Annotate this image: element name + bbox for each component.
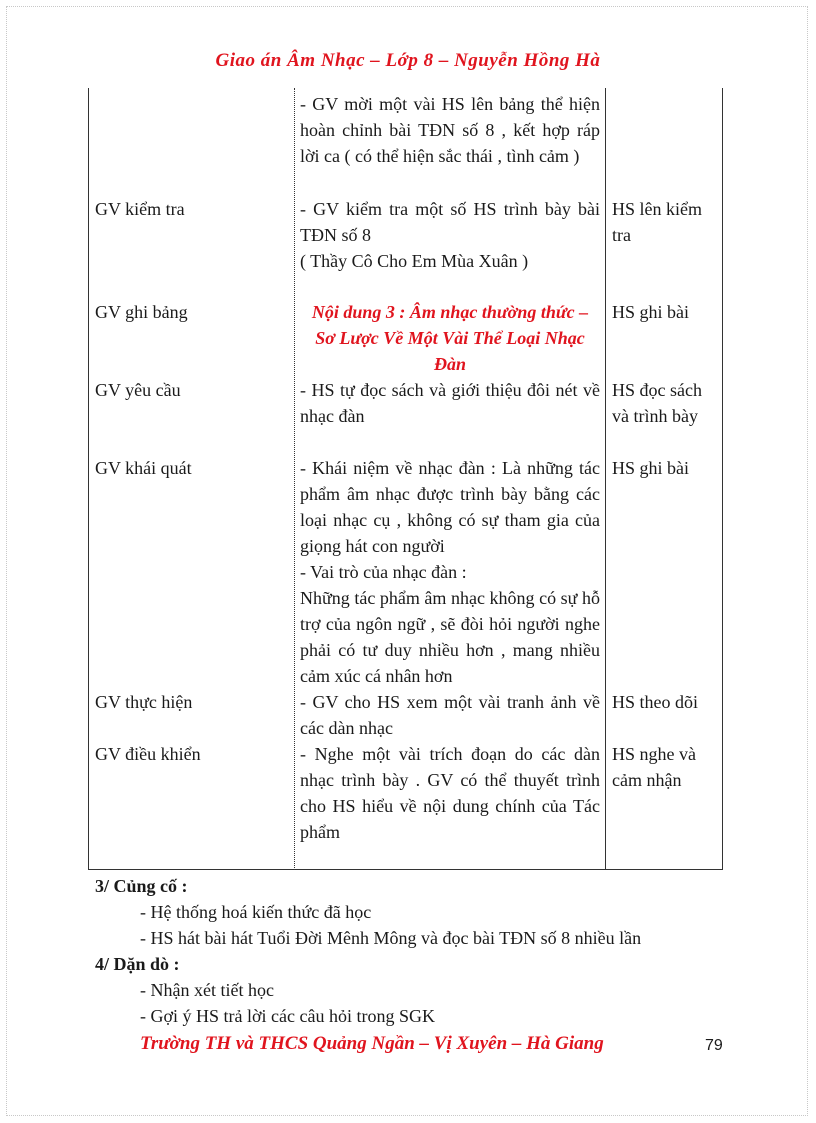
lesson-table [88, 88, 723, 870]
page-header: Giao án Âm Nhạc – Lớp 8 – Nguyễn Hồng Hà [215, 50, 601, 71]
teacher-activity: GV thực hiện [95, 692, 193, 712]
content-text: - GV cho HS xem một vài tranh ảnh về các dàn nhạc [300, 692, 600, 738]
student-activity: HS theo dõi [612, 692, 699, 712]
content-text: - GV mời một vài HS lên bảng thể hiện hoàn chỉnh bài TĐN số 8 , kết hợp ráp lời ca ( có thể hiện sắc thái , tình cảm ) [300, 94, 600, 166]
table-row-content [300, 689, 600, 741]
content-text: - Nghe một vài trích đoạn do các dàn nhạc trình bày . GV có thể thuyết trình cho HS hiểu về nội dung chính của Tác phẩm [300, 744, 600, 842]
table-divider-2 [605, 88, 606, 870]
page-number: 79 [705, 1037, 723, 1054]
content-text: - GV kiểm tra một số HS trình bày bài TĐN số 8 [300, 199, 600, 245]
student-activity: HS lên kiểm tra [612, 199, 702, 245]
table-border-bottom [88, 869, 723, 870]
table-row-content [300, 741, 600, 845]
table-border-left [88, 88, 89, 870]
student-activity: HS đọc sách và trình bày [612, 380, 702, 426]
content-text: - Vai trò của nhạc đàn : [300, 562, 467, 582]
teacher-activity: GV khái quát [95, 458, 192, 478]
teacher-activity: GV kiểm tra [95, 199, 185, 219]
table-row-content [300, 455, 600, 689]
student-activity: HS ghi bài [612, 302, 690, 322]
section-4-title: 4/ Dặn dò : [95, 954, 180, 974]
section-3-item: - HS hát bài hát Tuổi Đời Mênh Mông và đọc bài TĐN số 8 nhiều lần [140, 928, 642, 948]
content-section-title: Nội dung 3 : Âm nhạc thường thức – Sơ Lược Về Một Vài Thể Loại Nhạc Đàn [311, 302, 589, 374]
section-3-item: - Hệ thống hoá kiến thức đã học [140, 902, 372, 922]
teacher-activity: GV ghi bảng [95, 302, 188, 322]
section-4-item: - Gợi ý HS trả lời các câu hỏi trong SGK [140, 1006, 435, 1026]
content-text: Những tác phẩm âm nhạc không có sự hỗ trợ của ngôn ngữ , sẽ đòi hỏi người nghe phải có tư duy nhiều hơn , mang nhiều cảm xúc cá nhân hơn [300, 588, 600, 686]
table-row-content [300, 91, 600, 169]
page-footer: Trường TH và THCS Quảng Ngần – Vị Xuyên – Hà Giang [140, 1033, 604, 1054]
student-activity: HS nghe và cảm nhận [612, 744, 696, 790]
content-text: ( Thầy Cô Cho Em Mùa Xuân ) [300, 251, 529, 271]
student-activity: HS ghi bài [612, 458, 690, 478]
table-row-content [300, 377, 600, 429]
table-border-right [722, 88, 723, 870]
teacher-activity: GV điều khiển [95, 744, 201, 764]
content-text: - HS tự đọc sách và giới thiệu đôi nét về nhạc đàn [300, 380, 600, 426]
section-3-title: 3/ Củng cố : [95, 876, 188, 896]
teacher-activity: GV yêu cầu [95, 380, 181, 400]
table-row-content [300, 196, 600, 274]
content-text: - Khái niệm về nhạc đàn : Là những tác phẩm âm nhạc được trình bày bằng các loại nhạc cụ , không có sự tham gia của giọng hát con người [300, 458, 600, 556]
section-4-item: - Nhận xét tiết học [140, 980, 274, 1000]
table-divider-1 [294, 88, 295, 870]
